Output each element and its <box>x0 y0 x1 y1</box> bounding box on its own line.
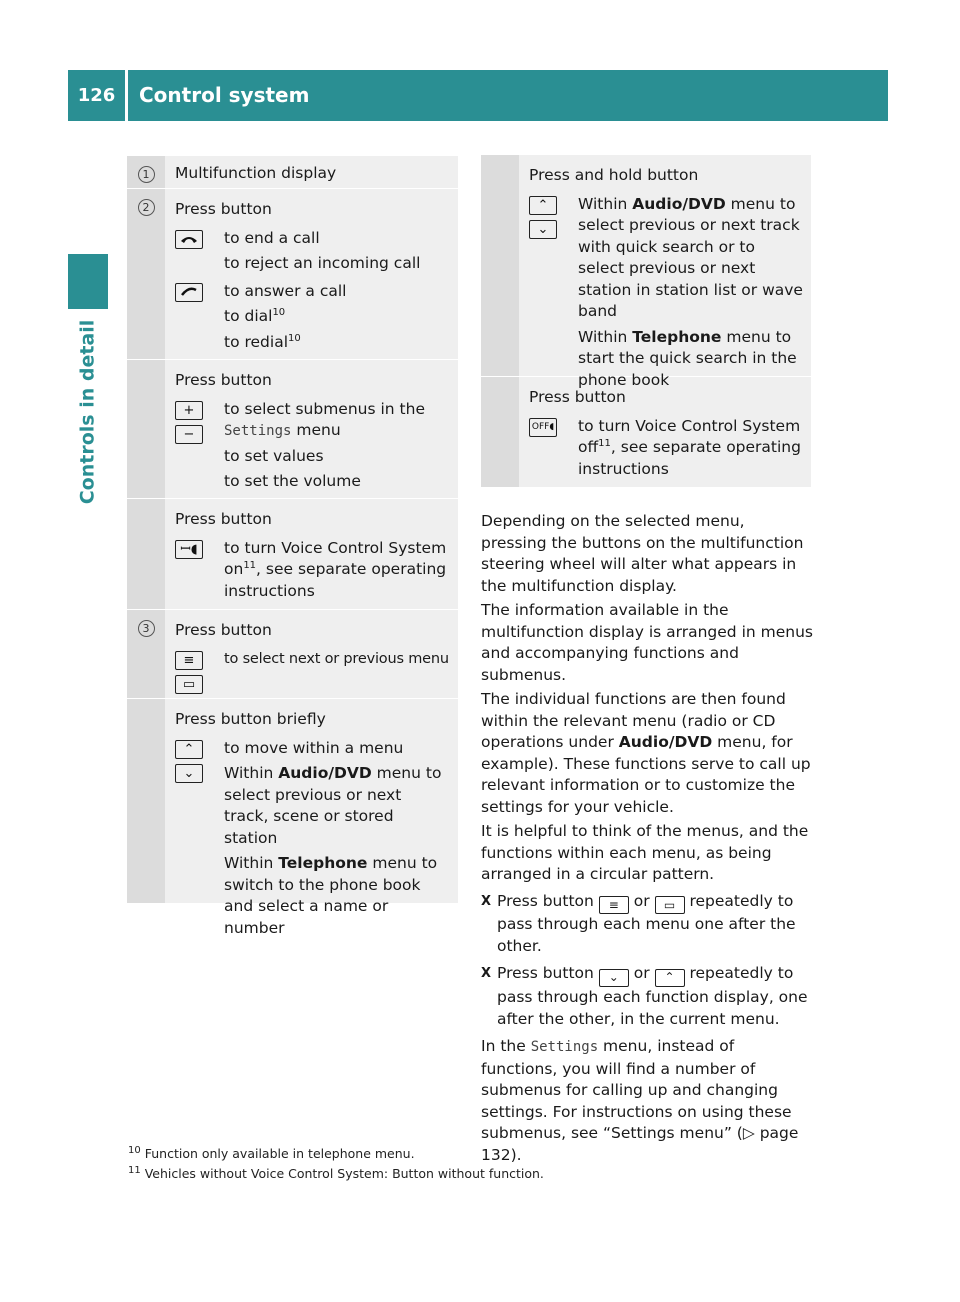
table-row <box>127 155 458 188</box>
callout-number: 2 <box>138 199 155 216</box>
plus-icon: + <box>175 401 203 420</box>
menu-prev-icon: ▭ <box>175 675 203 694</box>
footnote: $^{10}$ Function only available in telephone menu. <box>128 1144 415 1161</box>
up-icon: ⌃ <box>655 969 685 987</box>
right-table <box>481 155 811 487</box>
table-row: Press button + − to select submenus in the Settings menu to set values to set the volume <box>127 359 458 498</box>
page-link[interactable]: page 132). <box>481 1124 799 1164</box>
body-text: Depending on the selected menu, pressing the buttons on the multifunction steering wheel will alter what appears in the multifunction display. The information available in the multifunction display is arranged in menus and accompanying functions and submenus. The individual functions are then found within the relevant menu (radio or CD operations under Audio/DVD menu, for example). These functions serve to call up relevant information or to customize the settings for your vehicle. It is helpful to think of the menus, and the functions within each menu, as being arranged in a circular pattern. X Press button ≡ or ▭ repeatedly to pass through each menu one after the other. X Press button ⌄ or ⌃ repeatedly to pass through each function display, one after the other, in the current menu. In the Settings menu, instead of functions, you will find a number of submenus for calling up and changing settings. For instructions on using these submenus, see “Settings menu” (▷ page 132). <box>481 512 813 1164</box>
callout-number: 1 <box>138 166 155 183</box>
table-row: Press and hold button ⌃ ⌄ Within Audio/DVD menu to select previous or next track with quick search or to select previous or next station in station list or wave band Within Telephone menu to start the quick search in the phone book <box>481 155 811 376</box>
triangle-icon: ▷ <box>742 1124 755 1142</box>
voice-off-icon: OFF◖ <box>529 418 557 437</box>
table-row: 2 Press button to end a call to reject an incoming call to answer a call to dial$^{10}$ to redial$^{10}$ <box>127 188 458 359</box>
page-title: Control system <box>128 70 888 121</box>
down-icon: ⌄ <box>599 969 629 987</box>
menu-next-icon: ≡ <box>599 896 629 914</box>
down-icon: ⌄ <box>175 764 203 783</box>
page-number: 126 <box>68 70 125 121</box>
table-row: Press button briefly ⌃ ⌄ to move within a menu Within Audio/DVD menu to select previous or next track, scene or stored station Within Telephone menu to switch to the phone book and select a name or number <box>127 698 458 903</box>
menu-next-icon: ≡ <box>175 651 203 670</box>
row-heading: Press button <box>175 200 272 218</box>
phone-pickup-icon <box>175 283 203 302</box>
down-icon: ⌄ <box>529 220 557 239</box>
table-row: 3 Press button ≡ ▭ to select next or previous menu <box>127 609 458 698</box>
side-tab <box>68 254 108 309</box>
callout-number: 3 <box>138 620 155 637</box>
left-table <box>127 155 458 937</box>
up-icon: ⌃ <box>175 740 203 759</box>
row-text: Multifunction display <box>175 164 337 182</box>
table-row: Press button ꟷ◖ to turn Voice Control System $on^{11}$, see separate operating instructions <box>127 498 458 609</box>
phone-hangup-icon <box>175 230 203 249</box>
voice-icon: ꟷ◖ <box>175 540 203 559</box>
side-label: Controls in detail <box>76 319 99 505</box>
list-item: X Press button ≡ or ▭ repeatedly to pass through each menu one after the other. <box>481 891 796 955</box>
up-icon: ⌃ <box>529 196 557 215</box>
table-row: Press button OFF◖ to turn Voice Control System off$^{11}$, see separate operating instructions <box>481 376 811 487</box>
footnote: $^{11}$ Vehicles without Voice Control System: Button without function. <box>128 1164 544 1181</box>
minus-icon: − <box>175 425 203 444</box>
menu-prev-icon: ▭ <box>655 896 685 914</box>
list-item: X Press button ⌄ or ⌃ repeatedly to pass through each function display, one after the other, in the current menu. <box>481 964 808 1028</box>
